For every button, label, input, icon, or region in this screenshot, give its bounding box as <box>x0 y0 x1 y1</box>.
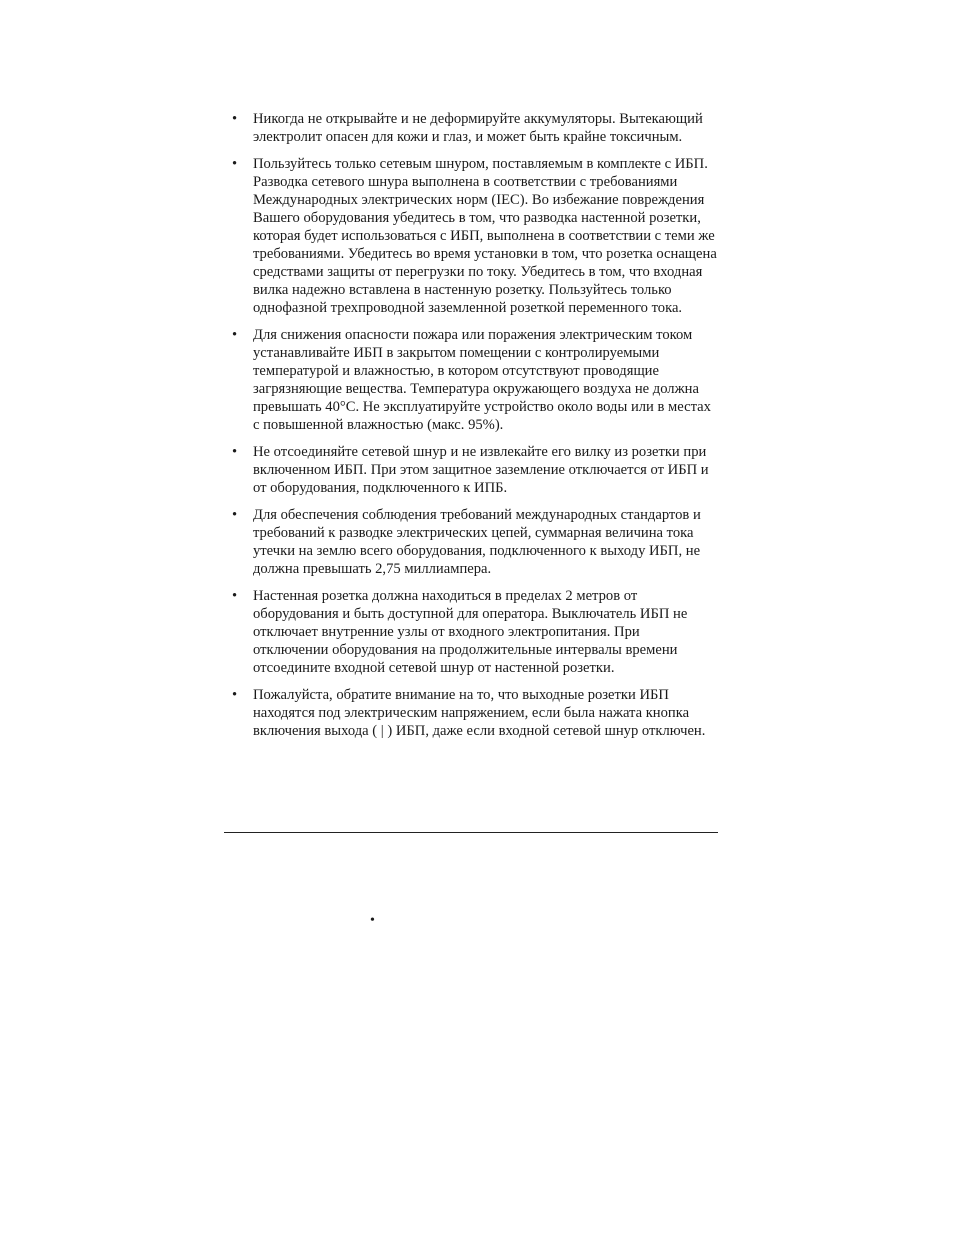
list-item <box>224 110 718 146</box>
list-item <box>224 686 718 740</box>
bullet-icon: • <box>232 507 238 523</box>
bullet-icon: • <box>232 327 238 343</box>
list-item-text: Настенная розетка должна находиться в пределах 2 метров от оборудования и быть доступной для оператора. Выключатель ИБП не отключает внутренние узлы от входного электропитания. При отключении оборудования на продолжительные интервалы времени отсоедините входной сетевой шнур от настенной розетки. <box>253 588 688 676</box>
list-item-text: Не отсоединяйте сетевой шнур и не извлекайте его вилку из розетки при включенном ИБП. При этом защитное заземление отключается от ИБП и от оборудования, подключенного к ИПБ. <box>253 444 709 496</box>
list-item-text: Для обеспечения соблюдения требований международных стандартов и требований к разводке электрических цепей, суммарная величина тока утечки на землю всего оборудования, подключенного к выходу ИБП, не должна превышать 2,75 миллиампера. <box>253 507 701 577</box>
list-item-text: Пользуйтесь только сетевым шнуром, поставляемым в комплекте с ИБП. Разводка сетевого шнура выполнена в соответствии с требованиями Международных электрических норм (IEC). Во избежание повреждения Вашего оборудования убедитесь в том, что разводка настенной розетки, которая будет использоваться с ИБП, выполнена в соответствии с теми же требованиями. Убедитесь во время установки в том, что розетка оснащена средствами защиты от перегрузки по току. Убедитесь в том, что входная вилка надежно вставлена в настенную розетку. Пользуйтесь только однофазной трехпроводной заземленной розеткой переменного тока. <box>253 156 717 316</box>
safety-instructions <box>224 110 718 749</box>
list-item <box>224 506 718 578</box>
list-item <box>224 443 718 497</box>
safety-list <box>224 110 718 740</box>
list-item-text: Пожалуйста, обратите внимание на то, что выходные розетки ИБП находятся под электрическим напряжением, если была нажата кнопка включения выхода ( | ) ИБП, даже если входной сетевой шнур отключен. <box>253 687 706 739</box>
bullet-icon: • <box>232 588 238 604</box>
list-item-text: Для снижения опасности пожара или поражения электрическим током устанавливайте ИБП в закрытом помещении с контролируемыми температурой и влажностью, в котором отсутствуют проводящие загрязняющие вещества. Температура окружающего воздуха не должна превышать 40°C. Не эксплуатируйте устройство около воды или в местах с повышенной влажностью (макс. 95%). <box>253 327 711 433</box>
list-item-text: Никогда не открывайте и не деформируйте аккумуляторы. Вытекающий электролит опасен для кожи и глаз, и может быть крайне токсичным. <box>253 111 703 145</box>
stray-bullet-mark: • <box>370 913 375 928</box>
list-item <box>224 587 718 677</box>
section-divider <box>224 832 718 833</box>
bullet-icon: • <box>232 156 238 172</box>
bullet-icon: • <box>232 111 238 127</box>
bullet-icon: • <box>232 444 238 460</box>
list-item <box>224 326 718 434</box>
list-item <box>224 155 718 317</box>
bullet-icon: • <box>232 687 238 703</box>
